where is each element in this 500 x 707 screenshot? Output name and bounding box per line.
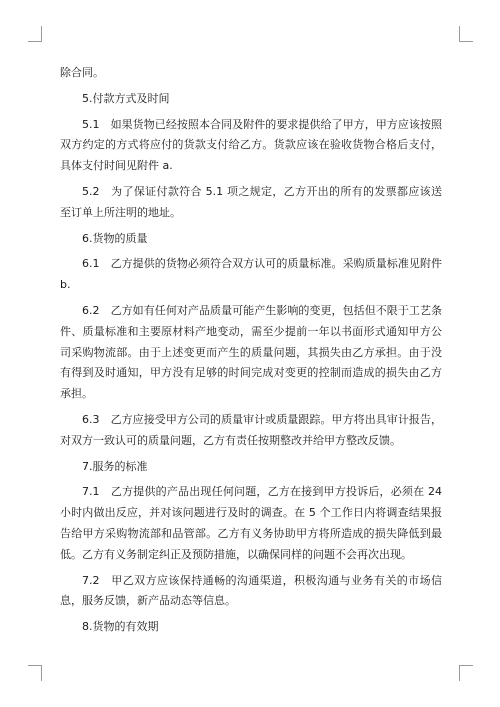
clause-7-2: 7.2 甲乙双方应该保持通畅的沟通渠道，积极沟通与业务有关的市场信息，服务反馈，新产品动态等信息。 bbox=[60, 573, 442, 608]
section-heading-payment: 5.付款方式及时间 bbox=[82, 91, 170, 105]
clause-6-3: 6.3 乙方应接受甲方公司的质量审计或质量跟踪。甲方将出具审计报告，对双方一致认可的质量问题，乙方有责任按期整改并给甲方整改反馈。 bbox=[60, 412, 442, 447]
crop-mark-bottom-right bbox=[459, 665, 473, 681]
clause-7-1: 7.1 乙方提供的产品出现任何问题，乙方在接到甲方投诉后，必须在 24 小时内做出反应，并对该问题进行及时的调查。在 5 个工作日内将调查结果报告给甲方采购物流部和品管部。乙方有义务协助甲方将所造成的损失降低到最低。乙方有义务制定纠正及预防措施，以确保同样的问题不会再次出现。 bbox=[60, 485, 442, 561]
paragraph-continuation: 除合同。 bbox=[60, 66, 104, 79]
clause-6-1: 6.1 乙方提供的货物必须符合双方认可的质量标准。采购质量标准见附件 b. bbox=[60, 257, 442, 292]
document-body bbox=[60, 63, 442, 643]
clause-5-1: 5.1 如果货物已经按照本合同及附件的要求提供给了甲方，甲方应该按照双方约定的方式将应付的货款支付给乙方。货款应该在验收货物合格后支付，具体支付时间见附件 a. bbox=[60, 117, 442, 173]
crop-mark-top-right bbox=[459, 26, 473, 42]
section-heading-quality: 6.货物的质量 bbox=[82, 231, 148, 245]
clause-6-2: 6.2 乙方如有任何对产品质量可能产生影响的变更，包括但不限于工艺条件、质量标准和主要原材料产地变动，需至少提前一年以书面形式通知甲方公司采购物流部。由于上述变更而产生的质量问题，其损失由乙方承担。由于没有得到及时通知，甲方没有足够的时间完成对变更的控制而造成的损失由乙方承担。 bbox=[60, 303, 442, 401]
section-heading-validity: 8.货物的有效期 bbox=[82, 620, 159, 634]
section-heading-service: 7.服务的标准 bbox=[82, 459, 148, 473]
crop-mark-bottom-left bbox=[28, 665, 42, 681]
crop-mark-top-left bbox=[28, 26, 42, 42]
clause-5-2: 5.2 为了保证付款符合 5.1 项之规定，乙方开出的所有的发票都应该送至订单上所注明的地址。 bbox=[60, 184, 442, 219]
